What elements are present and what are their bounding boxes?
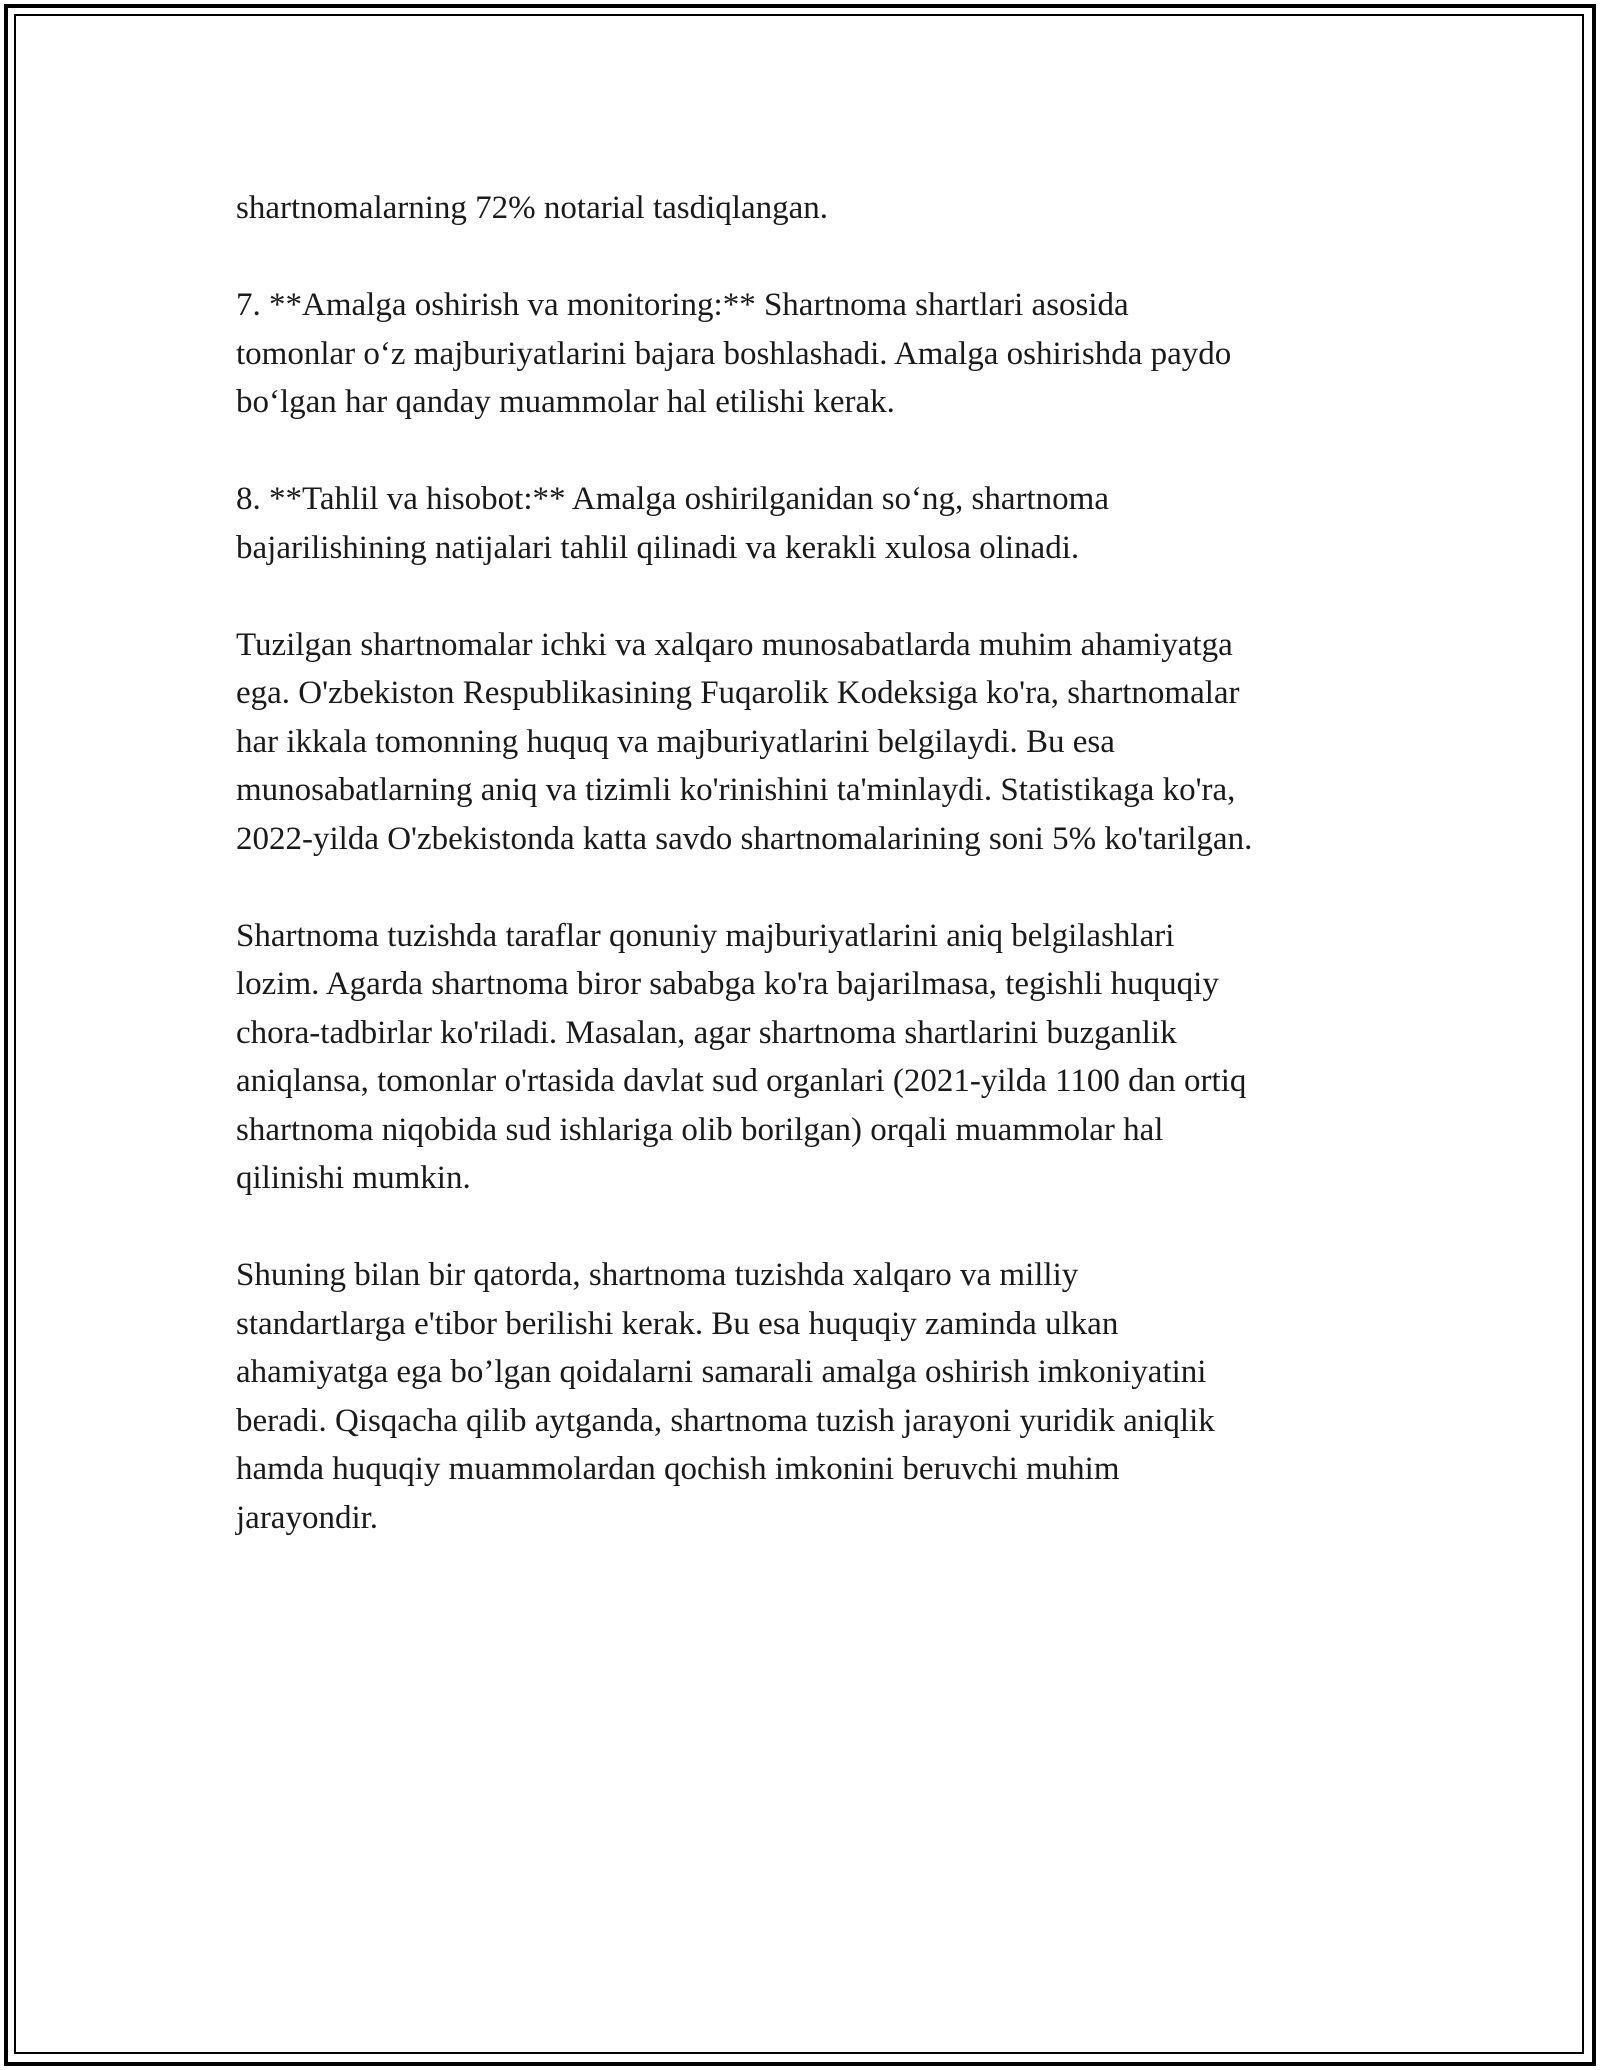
paragraph-step-8-analysis: 8. **Tahlil va hisobot:** Amalga oshirilganidan so‘ng, shartnoma bajarilishining natijalari tahlil qilinadi va kerakli xulosa olinadi.	[236, 481, 1109, 566]
paragraph-conclusion: Shuning bilan bir qatorda, shartnoma tuzishda xalqaro va milliy standartlarga e'tibor berilishi kerak. Bu esa huquqiy zaminda ulkan ahamiyatga ega bo’lgan qoidalarni samarali amalga oshirish imkoniyatini beradi. Qisqacha qilib aytganda, shartnoma tuzish jarayoni yuridik aniqlik hamda huquqiy muammolardan qochish imkonini beruvchi muhim jarayondir.	[236, 1257, 1215, 1536]
paragraph-step-7-monitoring: 7. **Amalga oshirish va monitoring:** Shartnoma shartlari asosida tomonlar o‘z majburiyatlarini bajara boshlashadi. Amalga oshirishda paydo bo‘lgan har qanday muammolar hal etilishi kerak.	[236, 287, 1232, 420]
paragraph-obligations: Shartnoma tuzishda taraflar qonuniy majburiyatlarini aniq belgilashlari lozim. Agarda shartnoma biror sababga ko'ra bajarilmasa, tegishli huquqiy chora-tadbirlar ko'riladi. Masalan, agar shartnoma shartlarini buzganlik aniqlansa, tomonlar o'rtasida davlat sud organlari (2021-yilda 1100 dan ortiq shartnoma niqobida sud ishlariga olib borilgan) orqali muammolar hal qilinishi mumkin.	[236, 917, 1247, 1196]
paragraph-notarial-percent: shartnomalarning 72% notarial tasdiqlangan.	[236, 190, 829, 226]
document-body	[236, 184, 1376, 1591]
paragraph-importance: Tuzilgan shartnomalar ichki va xalqaro munosabatlarda muhim ahamiyatga ega. O'zbekiston Respublikasining Fuqarolik Kodeksiga ko'ra, shartnomalar har ikkala tomonning huquq va majburiyatlarini belgilaydi. Bu esa munosabatlarning aniq va tizimli ko'rinishini ta'minlaydi. Statistikaga ko'ra, 2022-yilda O'zbekistonda katta savdo shartnomalarining soni 5% ko'tarilgan.	[236, 626, 1253, 857]
